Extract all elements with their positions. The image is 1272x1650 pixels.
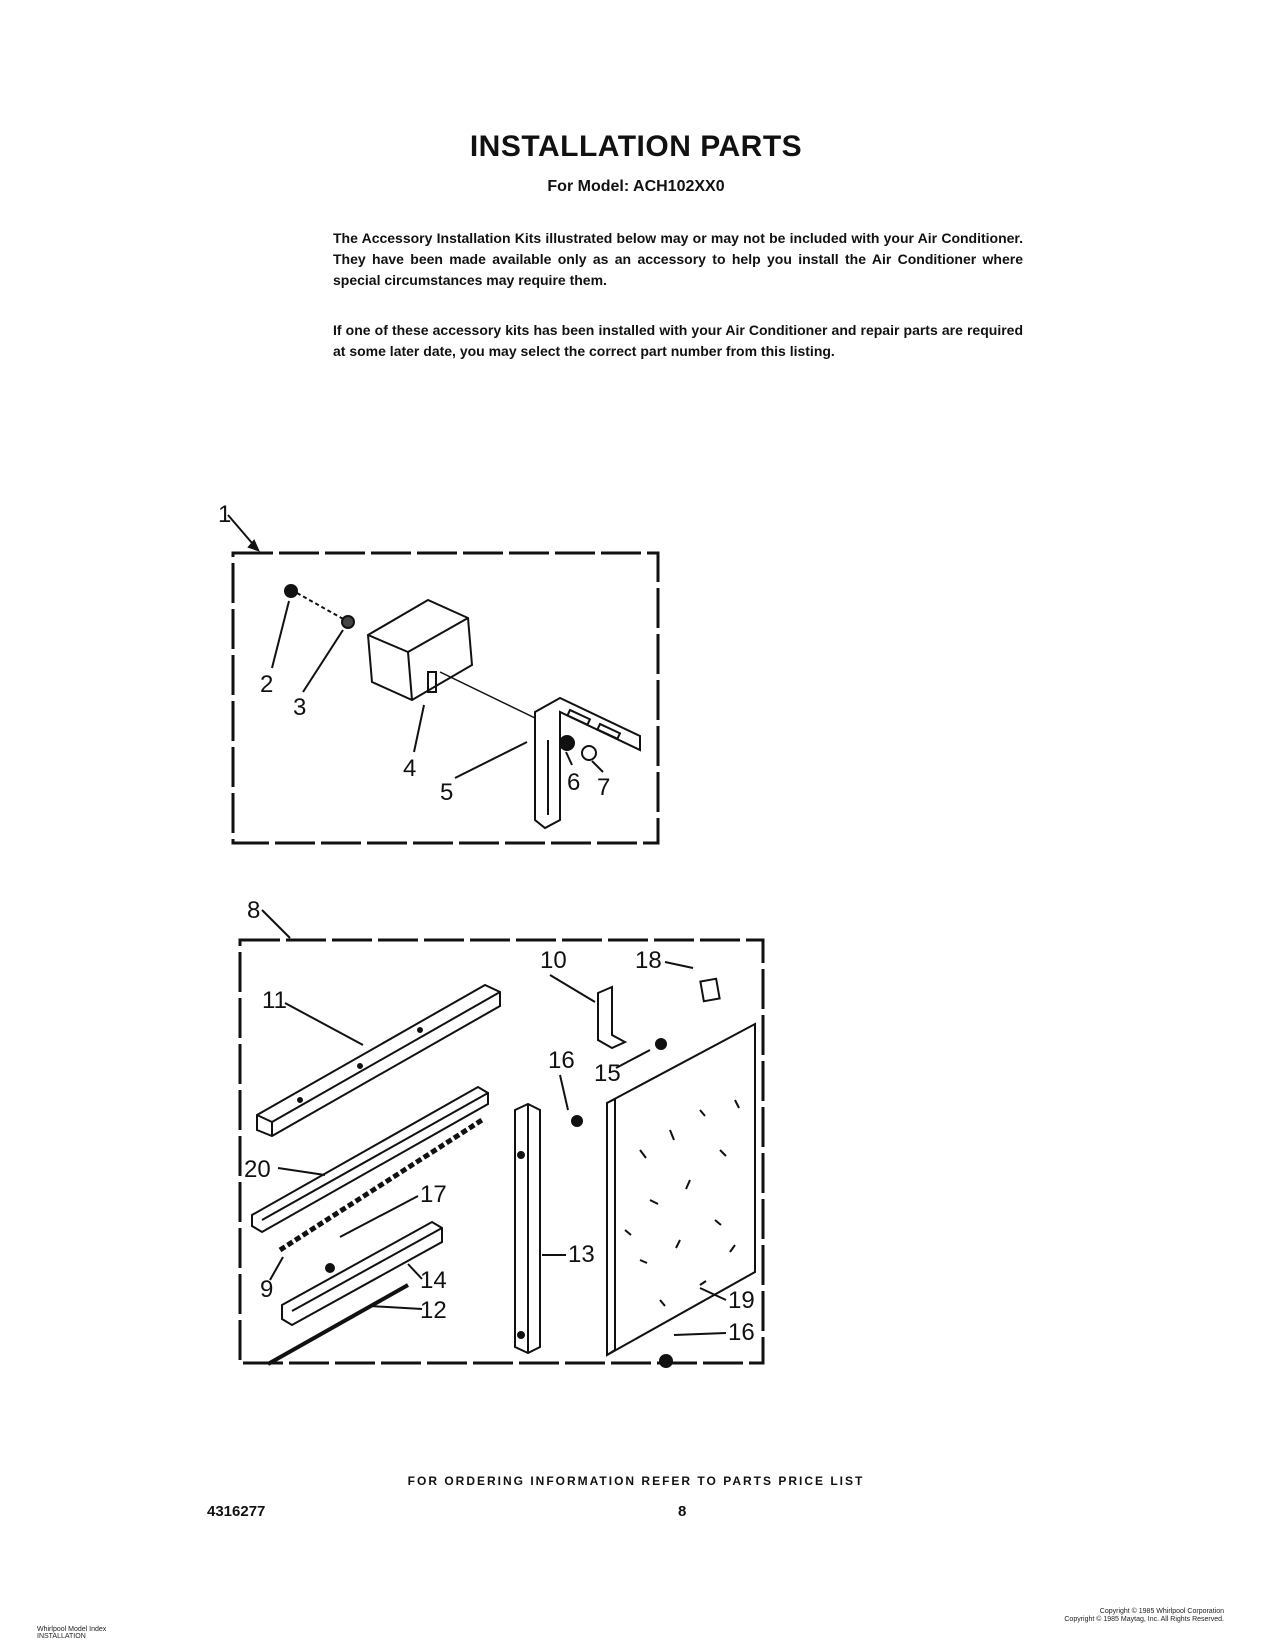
callout-9: 9 [260, 1276, 274, 1303]
copyright-line-1: Copyright © 1985 Whirlpool Corporation [1099, 1608, 1224, 1615]
kit-1-diagram [218, 501, 658, 843]
kit-2-label: 8 [247, 897, 261, 924]
fine-print-left-1: Whirlpool Model Index [37, 1626, 107, 1633]
screw-icon [572, 1116, 582, 1126]
callout-16b: 16 [728, 1319, 755, 1346]
callout-7: 7 [597, 774, 611, 801]
callout-6: 6 [567, 769, 581, 796]
intro-paragraph-1: The Accessory Installation Kits illustrated below may or may not be included with your Air Conditioner. They have been made available only as an accessory to help you install the Air Conditioner where special circumstances may require them. [333, 230, 1023, 288]
callout-16: 16 [548, 1047, 575, 1074]
filler-panel-icon [607, 1024, 755, 1367]
ordering-note: FOR ORDERING INFORMATION REFER TO PARTS PRICE LIST [407, 1474, 865, 1488]
callout-12: 12 [420, 1297, 447, 1324]
corner-bracket-icon [598, 987, 666, 1049]
callout-2: 2 [260, 671, 274, 698]
mounting-bracket-icon [535, 698, 640, 828]
page-number: 8 [678, 1503, 687, 1520]
screw-icon [285, 585, 345, 620]
copyright-line-2: Copyright © 1985 Maytag, Inc. All Rights Reserved. [1064, 1616, 1224, 1623]
document-part-number: 4316277 [207, 1503, 266, 1520]
model-subtitle: For Model: ACH102XX0 [547, 178, 725, 195]
callout-11: 11 [262, 987, 287, 1014]
intro-paragraph-2: If one of these accessory kits has been installed with your Air Conditioner and repair parts are required at some later date, you may select the correct part number from this listing. [333, 322, 1023, 359]
kit-2-diagram [240, 897, 763, 1367]
washer-icon [342, 616, 354, 628]
callout-15: 15 [594, 1060, 621, 1087]
callout-5: 5 [440, 779, 454, 806]
vertical-angle-icon [515, 1104, 540, 1353]
callout-3: 3 [293, 694, 307, 721]
bracket-cover-icon [368, 600, 535, 718]
kit-1-label: 1 [218, 501, 232, 528]
callout-14: 14 [420, 1267, 447, 1294]
callout-20: 20 [244, 1156, 271, 1183]
callout-10: 10 [540, 947, 567, 974]
callout-19: 19 [728, 1287, 755, 1314]
callout-17: 17 [420, 1181, 447, 1208]
callout-4: 4 [403, 755, 417, 782]
callout-18: 18 [635, 947, 662, 974]
fine-print-left-2: INSTALLATION [37, 1633, 86, 1640]
pad-icon [700, 979, 719, 1001]
callout-13: 13 [568, 1241, 595, 1268]
page-title: INSTALLATION PARTS [469, 130, 803, 163]
